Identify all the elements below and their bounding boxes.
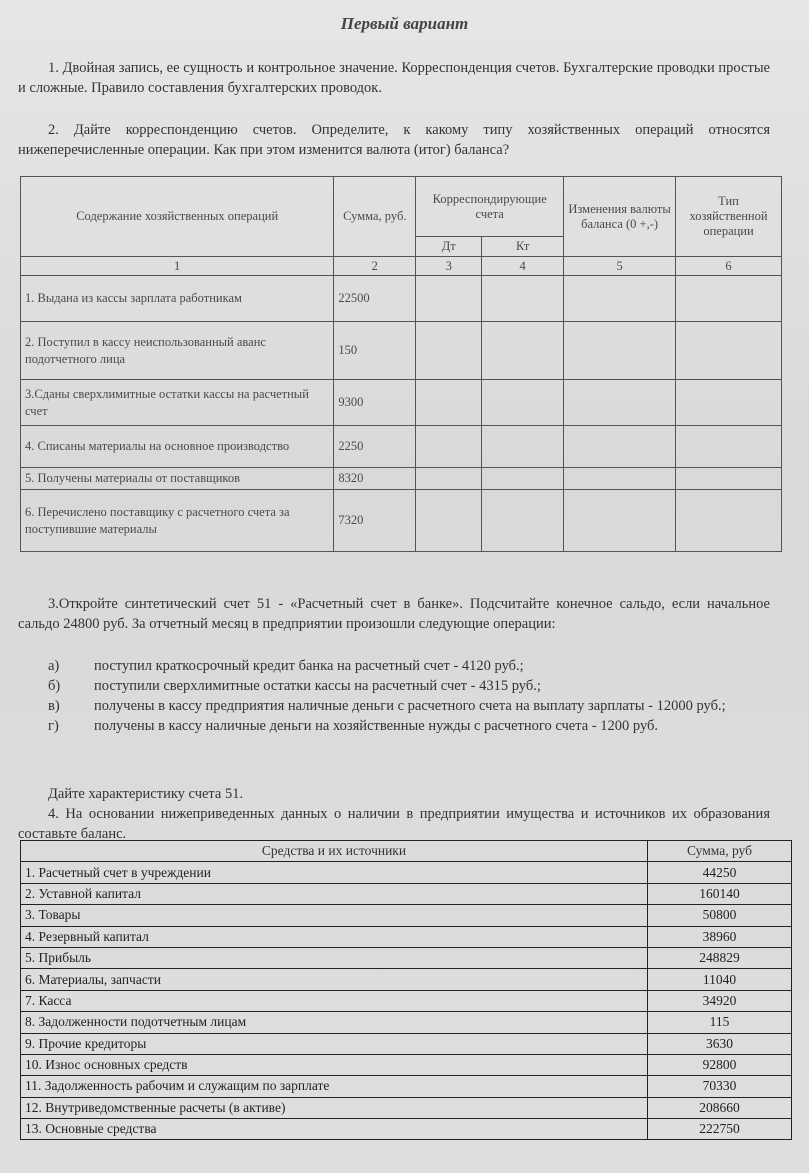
column-number: 4 <box>482 257 564 276</box>
table-row <box>21 883 792 904</box>
task-1-text: 1. Двойная запись, ее сущность и контрольное значение. Корреспонденция счетов. Бухгалтерские проводки простые и сложные. Правило составления бухгалтерских проводок. <box>18 60 770 96</box>
page-title: Первый вариант <box>340 14 469 33</box>
table-row <box>21 1097 792 1118</box>
item-name: 6. Материалы, запчасти <box>21 969 648 990</box>
table-row <box>21 990 792 1011</box>
table-row <box>21 322 782 380</box>
task-3-characteristic: Дайте характеристику счета 51. <box>48 786 244 802</box>
header-debit: Дт <box>416 237 482 257</box>
operation-type-cell[interactable] <box>676 276 782 322</box>
credit-cell[interactable] <box>482 322 564 380</box>
debit-cell[interactable] <box>416 322 482 380</box>
table-header-row <box>21 841 792 862</box>
operation-sum: 9300 <box>334 380 416 426</box>
operation-text: 2. Поступил в кассу неиспользованный аванс подотчетного лица <box>21 322 334 380</box>
column-number: 1 <box>21 257 334 276</box>
operation-text: 3.Сданы сверхлимитные остатки кассы на расчетный счет <box>21 380 334 426</box>
list-item-mark: б) <box>48 678 61 694</box>
header-balance-change: Изменения валюты баланса (0 +,-) <box>564 177 676 257</box>
task-3-list <box>18 656 770 736</box>
header-corr-accounts: Корреспондирующие счета <box>416 177 564 237</box>
operations-table <box>20 176 782 552</box>
item-name: 4. Резервный капитал <box>21 926 648 947</box>
table-row <box>21 947 792 968</box>
list-item-mark: в) <box>48 698 60 714</box>
balance-table <box>20 840 792 1140</box>
column-number: 2 <box>334 257 416 276</box>
table-row <box>21 1119 792 1140</box>
item-sum: 92800 <box>648 1054 792 1075</box>
item-name: 8. Задолженности подотчетным лицам <box>21 1012 648 1033</box>
list-item-mark: а) <box>48 658 60 674</box>
item-sum: 222750 <box>648 1119 792 1140</box>
table-row <box>21 905 792 926</box>
header-sum: Сумма, руб. <box>334 177 416 257</box>
item-sum: 44250 <box>648 862 792 883</box>
table-row <box>21 862 792 883</box>
list-item <box>18 656 770 676</box>
table-row <box>21 426 782 468</box>
table-row <box>21 276 782 322</box>
item-sum: 208660 <box>648 1097 792 1118</box>
list-item-text: поступил краткосрочный кредит банка на расчетный счет - 4120 руб.; <box>94 658 524 674</box>
credit-cell[interactable] <box>482 426 564 468</box>
balance-change-cell[interactable] <box>564 426 676 468</box>
list-item <box>18 716 770 736</box>
header-operation-content: Содержание хозяйственных операций <box>21 177 334 257</box>
item-sum: 34920 <box>648 990 792 1011</box>
debit-cell[interactable] <box>416 468 482 490</box>
table-row <box>21 926 792 947</box>
item-name: 7. Касса <box>21 990 648 1011</box>
operation-type-cell[interactable] <box>676 426 782 468</box>
operation-type-cell[interactable] <box>676 322 782 380</box>
task-2-text: 2. Дайте корреспонденцию счетов. Определите, к какому типу хозяйственных операций относятся нижеперечисленные операции. Как при этом изменится валюта (итог) баланса? <box>18 122 770 158</box>
list-item <box>18 676 770 696</box>
task-4-text: 4. На основании нижеприведенных данных о наличии в предприятии имущества и источников их образования составьте баланс. <box>18 806 770 842</box>
operation-type-cell[interactable] <box>676 468 782 490</box>
item-name: 9. Прочие кредиторы <box>21 1033 648 1054</box>
operation-text: 5. Получены материалы от поставщиков <box>21 468 334 490</box>
operation-sum: 150 <box>334 322 416 380</box>
balance-change-cell[interactable] <box>564 468 676 490</box>
header-assets-sources: Средства и их источники <box>21 841 648 862</box>
table-row <box>21 1054 792 1075</box>
item-sum: 160140 <box>648 883 792 904</box>
item-name: 2. Уставной капитал <box>21 883 648 904</box>
list-item <box>18 696 770 716</box>
operation-sum: 7320 <box>334 490 416 552</box>
item-sum: 115 <box>648 1012 792 1033</box>
item-sum: 3630 <box>648 1033 792 1054</box>
item-sum: 50800 <box>648 905 792 926</box>
item-name: 5. Прибыль <box>21 947 648 968</box>
table-row <box>21 468 782 490</box>
item-sum: 11040 <box>648 969 792 990</box>
debit-cell[interactable] <box>416 426 482 468</box>
operation-sum: 8320 <box>334 468 416 490</box>
list-item-text: поступили сверхлимитные остатки кассы на расчетный счет - 4315 руб.; <box>94 678 541 694</box>
operation-text: 1. Выдана из кассы зарплата работникам <box>21 276 334 322</box>
debit-cell[interactable] <box>416 490 482 552</box>
balance-change-cell[interactable] <box>564 322 676 380</box>
debit-cell[interactable] <box>416 380 482 426</box>
item-sum: 70330 <box>648 1076 792 1097</box>
table-row <box>21 1033 792 1054</box>
operation-sum: 22500 <box>334 276 416 322</box>
table-row <box>21 380 782 426</box>
header-credit: Кт <box>482 237 564 257</box>
balance-change-cell[interactable] <box>564 380 676 426</box>
credit-cell[interactable] <box>482 380 564 426</box>
operation-text: 4. Списаны материалы на основное производство <box>21 426 334 468</box>
table-row <box>21 1076 792 1097</box>
item-name: 12. Внутриведомственные расчеты (в активе) <box>21 1097 648 1118</box>
balance-change-cell[interactable] <box>564 490 676 552</box>
item-name: 3. Товары <box>21 905 648 926</box>
item-sum: 248829 <box>648 947 792 968</box>
debit-cell[interactable] <box>416 276 482 322</box>
balance-change-cell[interactable] <box>564 276 676 322</box>
item-sum: 38960 <box>648 926 792 947</box>
operation-sum: 2250 <box>334 426 416 468</box>
credit-cell[interactable] <box>482 468 564 490</box>
item-name: 1. Расчетный счет в учреждении <box>21 862 648 883</box>
column-number: 6 <box>676 257 782 276</box>
item-name: 13. Основные средства <box>21 1119 648 1140</box>
header-operation-type: Тип хозяйственной операции <box>676 177 782 257</box>
task-3-text: 3.Откройте синтетический счет 51 - «Расчетный счет в банке». Подсчитайте конечное сальдо, если начальное сальдо 24800 руб. За отчетный месяц в предприятии произошли следующие операции: <box>18 596 770 632</box>
operation-type-cell[interactable] <box>676 380 782 426</box>
header-amount: Сумма, руб <box>648 841 792 862</box>
credit-cell[interactable] <box>482 490 564 552</box>
list-item-mark: г) <box>48 718 59 734</box>
item-name: 11. Задолженность рабочим и служащим по зарплате <box>21 1076 648 1097</box>
column-number: 3 <box>416 257 482 276</box>
table-row <box>21 969 792 990</box>
list-item-text: получены в кассу предприятия наличные деньги с расчетного счета на выплату зарплаты - 12000 руб.; <box>94 698 726 714</box>
item-name: 10. Износ основных средств <box>21 1054 648 1075</box>
column-number: 5 <box>564 257 676 276</box>
table-row <box>21 490 782 552</box>
operation-type-cell[interactable] <box>676 490 782 552</box>
credit-cell[interactable] <box>482 276 564 322</box>
list-item-text: получены в кассу наличные деньги на хозяйственные нужды с расчетного счета - 1200 руб. <box>94 718 659 734</box>
table-row <box>21 1012 792 1033</box>
operation-text: 6. Перечислено поставщику с расчетного счета за поступившие материалы <box>21 490 334 552</box>
